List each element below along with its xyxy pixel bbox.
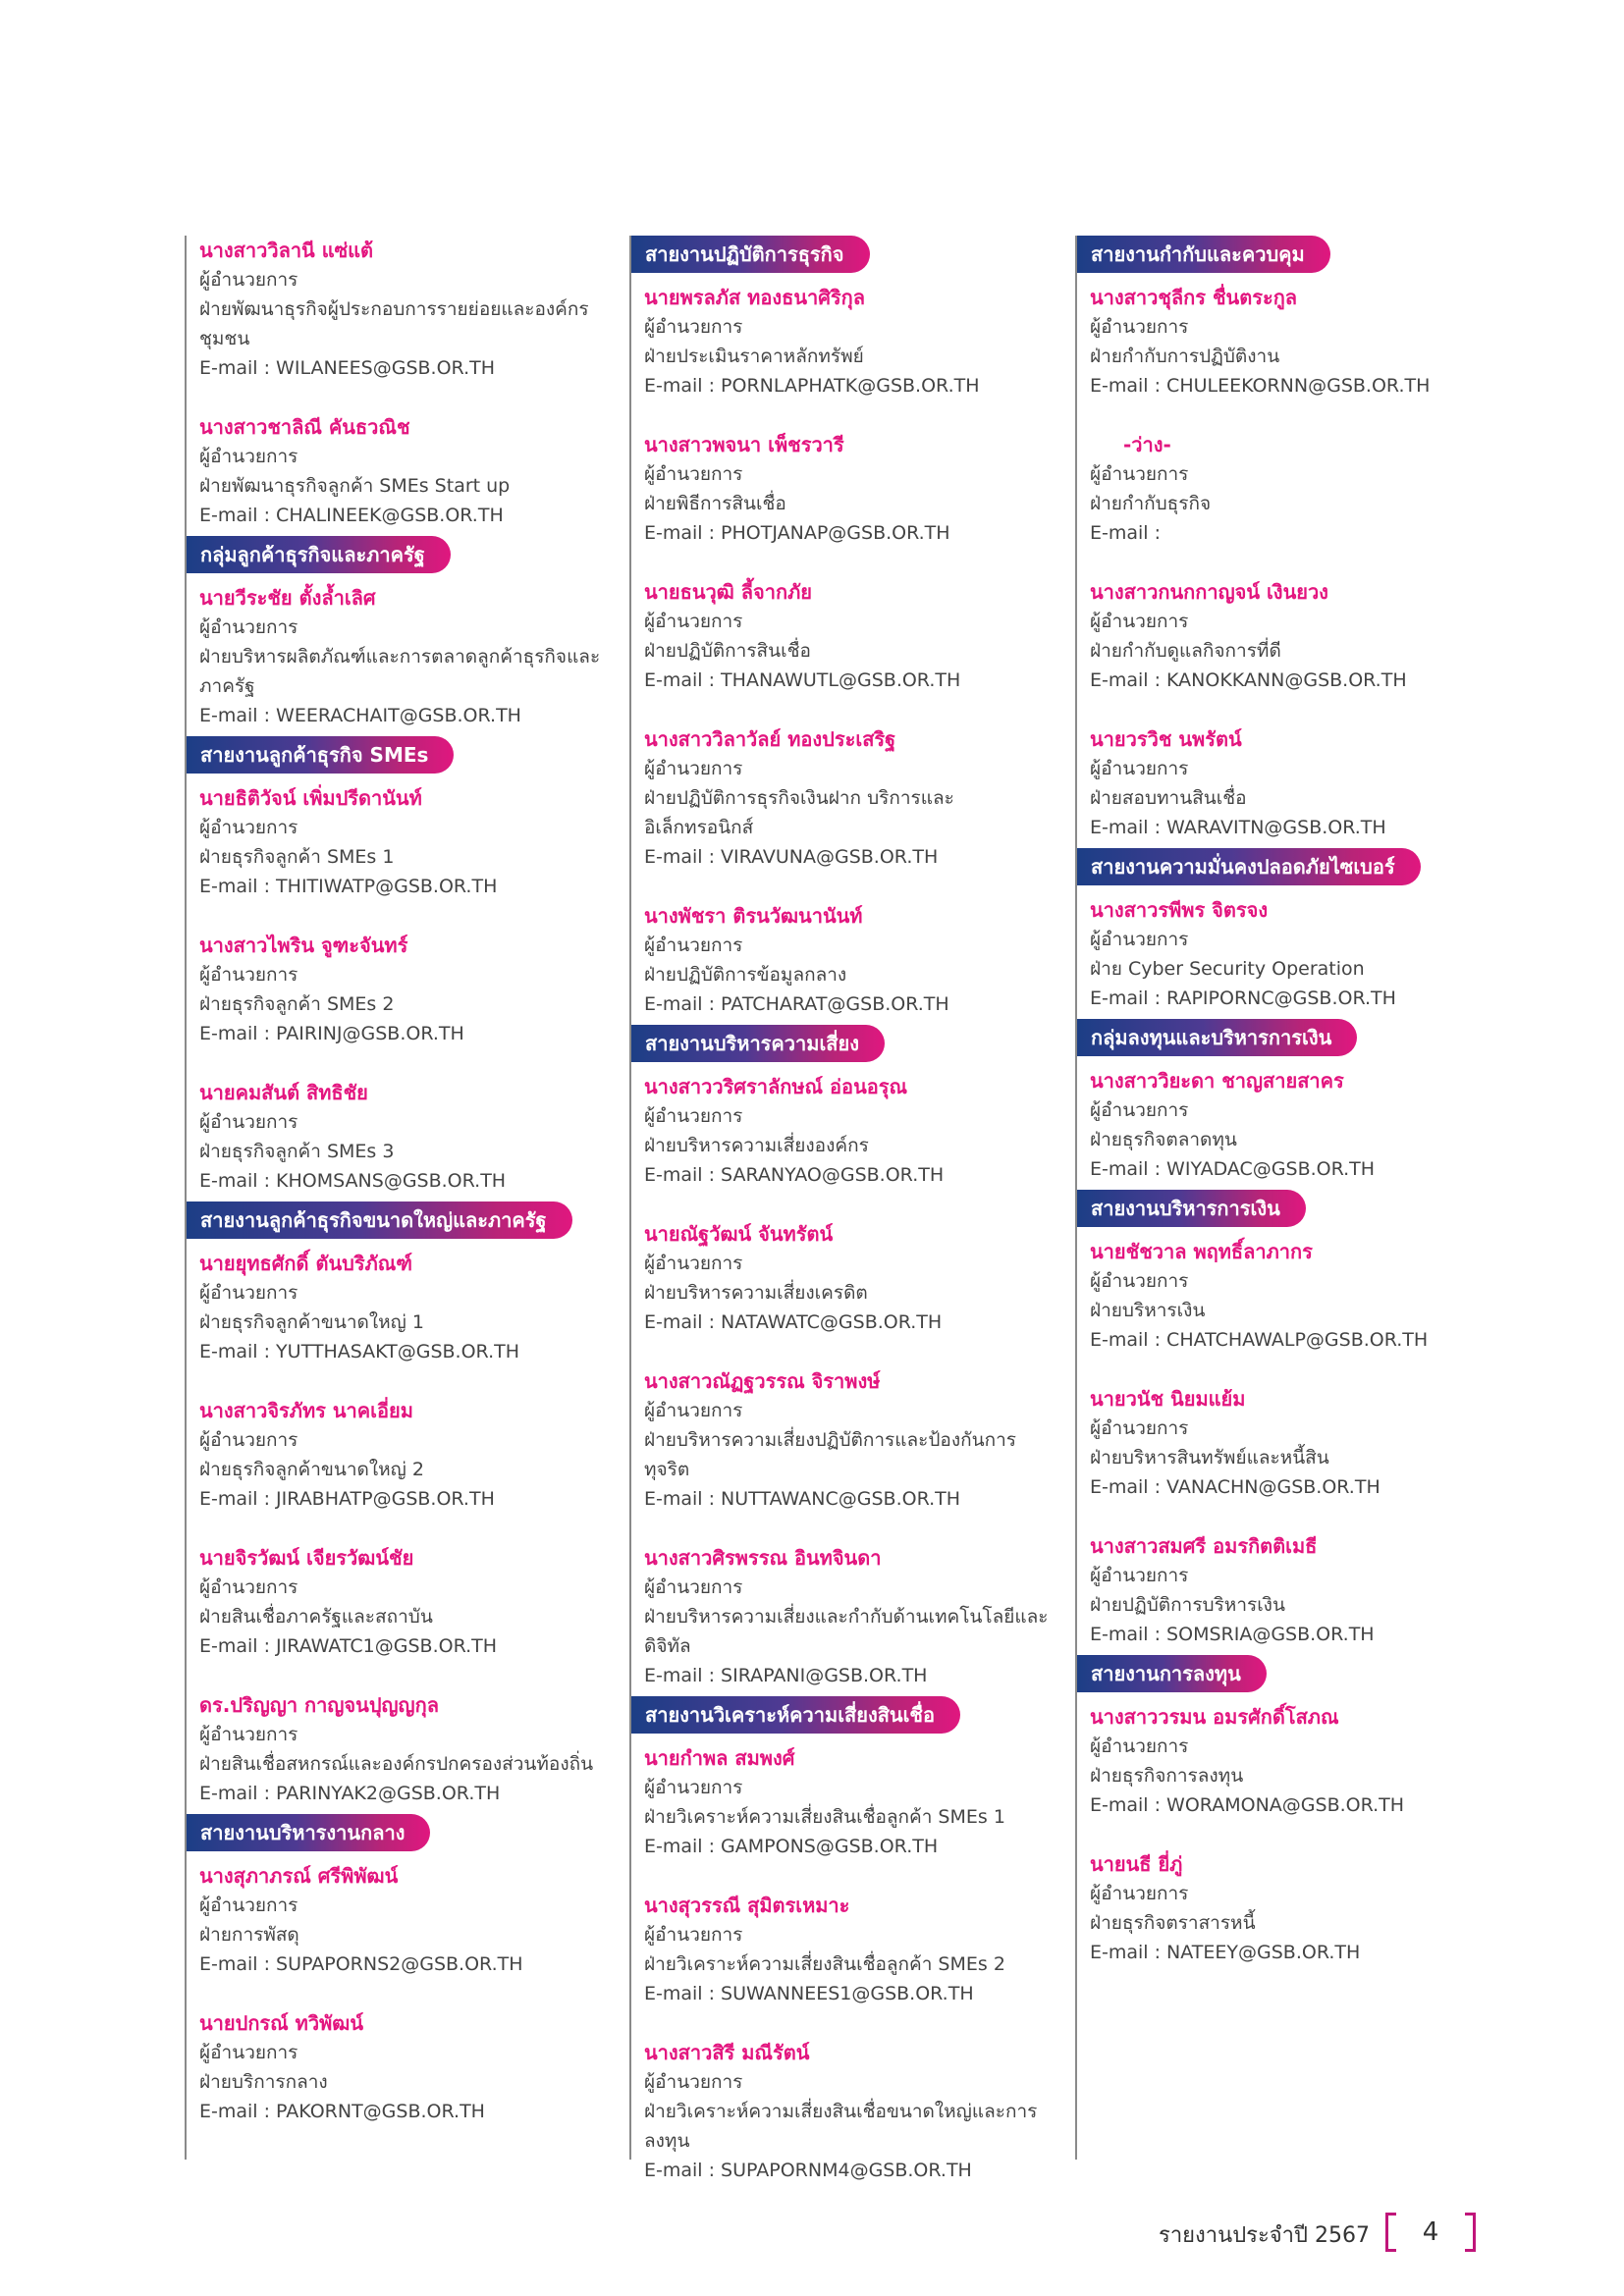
department: ฝ่าย Cyber Security Operation	[1090, 958, 1365, 980]
email-address[interactable]: E-mail : KHOMSANS@GSB.OR.TH	[199, 1170, 507, 1192]
person-name: นางสาวกนกกาญจน์ เงินยวง	[1090, 580, 1328, 604]
email-address[interactable]: E-mail : THANAWUTL@GSB.OR.TH	[644, 669, 961, 691]
job-title: ผู้อำนวยการ	[644, 1400, 743, 1421]
person-name: -ว่าง-	[1123, 433, 1171, 456]
directory-entry	[644, 724, 1061, 872]
directory-entry	[199, 931, 617, 1048]
job-title: ผู้อำนวยการ	[1090, 1735, 1189, 1757]
directory-entry	[644, 283, 1061, 400]
email-address[interactable]: E-mail : NATEEY@GSB.OR.TH	[1090, 1942, 1361, 1963]
section-header: สายงานลูกค้าธุรกิจ SMEs	[187, 736, 454, 774]
email-address[interactable]: E-mail : PHOTJANAP@GSB.OR.TH	[644, 522, 950, 544]
directory-entry	[644, 1891, 1061, 2008]
email-address[interactable]: E-mail : SUPAPORNM4@GSB.OR.TH	[644, 2160, 972, 2181]
email-address[interactable]: E-mail : WORAMONA@GSB.OR.TH	[1090, 1794, 1405, 1816]
person-name: นายวนัช นิยมแย้ม	[1090, 1387, 1246, 1411]
directory-entry	[1090, 1849, 1507, 1967]
department: ฝ่ายบริหารความเสี่ยงองค์กร	[644, 1135, 869, 1156]
department: ฝ่ายธุรกิจตราสารหนี้	[1090, 1912, 1256, 1934]
section-header: สายงานความมั่นคงปลอดภัยไซเบอร์	[1077, 848, 1421, 885]
job-title: ผู้อำนวยการ	[1090, 929, 1189, 950]
job-title: ผู้อำนวยการ	[644, 1777, 743, 1798]
person-name: นางสาววิลาวัลย์ ทองประเสริฐ	[644, 727, 896, 751]
directory-entry	[1090, 1702, 1507, 1820]
person-name: นายคมสันต์ สิทธิชัย	[199, 1081, 368, 1104]
directory-entry	[644, 1743, 1061, 1861]
job-title: ผู้อำนวยการ	[1090, 1417, 1189, 1439]
directory-entry	[1090, 895, 1507, 1013]
directory-entry	[199, 783, 617, 901]
department: ฝ่ายธุรกิจลูกค้า SMEs 2	[199, 993, 395, 1015]
section-header: สายงานลูกค้าธุรกิจขนาดใหญ่และภาครัฐ	[187, 1201, 572, 1239]
email-address[interactable]: E-mail : CHALINEEK@GSB.OR.TH	[199, 505, 504, 526]
department: ฝ่ายปฏิบัติการธุรกิจเงินฝาก บริการและอิเล็กทรอนิกส์	[644, 787, 954, 838]
email-address[interactable]: E-mail : WILANEES@GSB.OR.TH	[199, 357, 496, 379]
person-name: นายจิรวัฒน์ เจียรวัฒน์ชัย	[199, 1546, 414, 1570]
job-title: ผู้อำนวยการ	[199, 1576, 298, 1598]
directory-entry	[1090, 430, 1507, 548]
person-name: นางสาวสิรี มณีรัตน์	[644, 2041, 810, 2064]
email-address[interactable]: E-mail : SIRAPANI@GSB.OR.TH	[644, 1665, 928, 1686]
job-title: ผู้อำนวยการ	[644, 1576, 743, 1598]
directory-entry	[199, 1690, 617, 1808]
department: ฝ่ายวิเคราะห์ความเสี่ยงสินเชื่อลูกค้า SMEs 2	[644, 1953, 1005, 1975]
directory-entry	[644, 1366, 1061, 1514]
directory-entry	[644, 901, 1061, 1019]
email-address[interactable]: E-mail : PAKORNT@GSB.OR.TH	[199, 2101, 485, 2122]
directory-column-2	[629, 236, 1061, 2181]
job-title: ผู้อำนวยการ	[644, 1924, 743, 1946]
job-title: ผู้อำนวยการ	[644, 2071, 743, 2093]
job-title: ผู้อำนวยการ	[199, 964, 298, 986]
directory-entry	[1090, 283, 1507, 400]
directory-entry	[644, 1072, 1061, 1190]
directory-entry	[199, 1078, 617, 1196]
job-title: ผู้อำนวยการ	[1090, 1099, 1189, 1121]
section-header: สายงานปฏิบัติการธุรกิจ	[631, 236, 870, 273]
person-name: นางสาววิยะดา ชาญสายสาคร	[1090, 1069, 1344, 1093]
directory-column-3	[1075, 236, 1507, 2160]
email-address[interactable]: E-mail : VIRAVUNA@GSB.OR.TH	[644, 846, 939, 868]
department: ฝ่ายการพัสดุ	[199, 1924, 299, 1946]
person-name: นายวีระชัย ตั้งล้ำเลิศ	[199, 586, 376, 610]
section-header: สายงานวิเคราะห์ความเสี่ยงสินเชื่อ	[631, 1696, 960, 1734]
person-name: นางสาววิลานี แซ่แต้	[199, 239, 374, 262]
section-header: สายงานกำกับและควบคุม	[1077, 236, 1330, 273]
directory-entry	[1090, 1066, 1507, 1184]
directory-entry	[1090, 724, 1507, 842]
job-title: ผู้อำนวยการ	[199, 2042, 298, 2063]
section-header: สายงานการลงทุน	[1077, 1655, 1267, 1692]
department: ฝ่ายธุรกิจลูกค้า SMEs 1	[199, 846, 395, 868]
job-title: ผู้อำนวยการ	[1090, 316, 1189, 338]
email-address[interactable]: E-mail : THITIWATP@GSB.OR.TH	[199, 876, 498, 897]
directory-entry	[199, 1543, 617, 1661]
person-name: นางสาวจิรภัทร นาคเอี่ยม	[199, 1399, 413, 1422]
email-address[interactable]: E-mail : WEERACHAIT@GSB.OR.TH	[199, 705, 521, 726]
person-name: นางสุภาภรณ์ ศรีพิพัฒน์	[199, 1864, 399, 1888]
email-address[interactable]: E-mail : CHATCHAWALP@GSB.OR.TH	[1090, 1329, 1429, 1351]
department: ฝ่ายปฏิบัติการข้อมูลกลาง	[644, 964, 847, 986]
job-title: ผู้อำนวยการ	[199, 1895, 298, 1916]
person-name: นางสาวณัฏฐวรรณ จิราพงษ์	[644, 1369, 881, 1393]
email-address[interactable]: E-mail : WARAVITN@GSB.OR.TH	[1090, 817, 1386, 838]
job-title: ผู้อำนวยการ	[1090, 463, 1189, 485]
person-name: นายวรวิช นพรัตน์	[1090, 727, 1242, 751]
department: ฝ่ายธุรกิจการลงทุน	[1090, 1765, 1244, 1787]
person-name: นางสาวพจนา เพ็ชรวารี	[644, 433, 844, 456]
department: ฝ่ายธุรกิจลูกค้าขนาดใหญ่ 2	[199, 1459, 425, 1480]
job-title: ผู้อำนวยการ	[644, 316, 743, 338]
job-title: ผู้อำนวยการ	[199, 616, 298, 638]
department: ฝ่ายบริหารความเสี่ยงเครดิต	[644, 1282, 868, 1304]
person-name: นางสาวชุลีกร ชื่นตระกูล	[1090, 286, 1298, 309]
department: ฝ่ายสินเชื่อสหกรณ์และองค์กรปกครองส่วนท้องถิ่น	[199, 1753, 594, 1775]
department: ฝ่ายปฏิบัติการบริหารเงิน	[1090, 1594, 1285, 1616]
directory-entry	[1090, 1531, 1507, 1649]
directory-entry	[199, 2008, 617, 2126]
directory-entry	[644, 430, 1061, 548]
section-header: กลุ่มลงทุนและบริหารการเงิน	[1077, 1019, 1357, 1056]
job-title: ผู้อำนวยการ	[644, 1253, 743, 1274]
directory-entry	[644, 2038, 1061, 2185]
page-number: 4	[1422, 2217, 1439, 2247]
person-name: นางสาวศิรพรรณ อินทจินดา	[644, 1546, 882, 1570]
directory-entry	[1090, 1237, 1507, 1355]
job-title: ผู้อำนวยการ	[1090, 1270, 1189, 1292]
email-address[interactable]: E-mail : KANOKKANN@GSB.OR.TH	[1090, 669, 1407, 691]
email-address[interactable]: E-mail : JIRAWATC1@GSB.OR.TH	[199, 1635, 498, 1657]
section-header: สายงานบริหารงานกลาง	[187, 1814, 430, 1851]
directory-entry	[199, 1861, 617, 1979]
job-title: ผู้อำนวยการ	[199, 446, 298, 467]
person-name: ดร.ปริญญา กาญจนปุญญกุล	[199, 1693, 439, 1717]
directory-entry	[644, 1219, 1061, 1337]
job-title: ผู้อำนวยการ	[1090, 758, 1189, 779]
email-address[interactable]: E-mail : GAMPONS@GSB.OR.TH	[644, 1836, 939, 1857]
department: ฝ่ายพิธีการสินเชื่อ	[644, 493, 786, 514]
person-name: นางสุวรรณี สุมิตรเหมาะ	[644, 1894, 850, 1917]
email-address[interactable]: E-mail : NUTTAWANC@GSB.OR.TH	[644, 1488, 961, 1510]
email-address[interactable]: E-mail : SUWANNEES1@GSB.OR.TH	[644, 1983, 974, 2004]
directory-entry	[199, 583, 617, 730]
email-address[interactable]: E-mail : VANACHN@GSB.OR.TH	[1090, 1476, 1380, 1498]
directory-entry	[1090, 1384, 1507, 1502]
person-name: นายธิติวัจน์ เพิ่มปรีดานันท์	[199, 786, 422, 810]
department: ฝ่ายกำกับธุรกิจ	[1090, 493, 1212, 514]
job-title: ผู้อำนวยการ	[199, 1282, 298, 1304]
department: ฝ่ายสินเชื่อภาครัฐและสถาบัน	[199, 1606, 433, 1628]
person-name: นางสาววริศราลักษณ์ อ่อนอรุณ	[644, 1075, 908, 1098]
job-title: ผู้อำนวยการ	[199, 1429, 298, 1451]
email-address[interactable]: E-mail : YUTTHASAKT@GSB.OR.TH	[199, 1341, 519, 1362]
section-header: สายงานบริหารความเสี่ยง	[631, 1025, 885, 1062]
department: ฝ่ายกำกับการปฏิบัติงาน	[1090, 346, 1280, 367]
right-bracket-icon	[1465, 2213, 1476, 2252]
department: ฝ่ายธุรกิจลูกค้า SMEs 3	[199, 1141, 395, 1162]
department: ฝ่ายประเมินราคาหลักทรัพย์	[644, 346, 864, 367]
email-address[interactable]: E-mail : SOMSRIA@GSB.OR.TH	[1090, 1624, 1375, 1645]
job-title: ผู้อำนวยการ	[1090, 1565, 1189, 1586]
job-title: ผู้อำนวยการ	[644, 611, 743, 632]
directory-entry	[644, 577, 1061, 695]
email-address[interactable]: E-mail : PAIRINJ@GSB.OR.TH	[199, 1023, 464, 1044]
person-name: นายนธี ยี่ภู่	[1090, 1852, 1183, 1876]
department: ฝ่ายธุรกิจลูกค้าขนาดใหญ่ 1	[199, 1311, 425, 1333]
person-name: นายพรลภัส ทองธนาศิริกุล	[644, 286, 866, 309]
person-name: นางสาวรพีพร จิตรจง	[1090, 898, 1269, 922]
directory-entry	[199, 1249, 617, 1366]
department: ฝ่ายบริหารเงิน	[1090, 1300, 1206, 1321]
department: ฝ่ายวิเคราะห์ความเสี่ยงสินเชื่อขนาดใหญ่และการลงทุน	[644, 2101, 1038, 2152]
email-address[interactable]: E-mail : JIRABHATP@GSB.OR.TH	[199, 1488, 495, 1510]
email-address[interactable]: E-mail : PATCHARAT@GSB.OR.TH	[644, 993, 949, 1015]
section-header: สายงานบริหารการเงิน	[1077, 1190, 1306, 1227]
department: ฝ่ายปฏิบัติการสินเชื่อ	[644, 640, 811, 662]
job-title: ผู้อำนวยการ	[199, 1111, 298, 1133]
email-address[interactable]: E-mail : CHULEEKORNN@GSB.OR.TH	[1090, 375, 1431, 397]
directory-entry	[644, 1543, 1061, 1690]
person-name: นายธนวุฒิ ลี้จากภัย	[644, 580, 812, 604]
annual-report-label: รายงานประจำปี 2567	[1159, 2223, 1370, 2248]
person-name: นายปกรณ์ ทวิพัฒน์	[199, 2011, 364, 2035]
job-title: ผู้อำนวยการ	[644, 934, 743, 956]
job-title: ผู้อำนวยการ	[644, 758, 743, 779]
email-address[interactable]: E-mail : PARINYAK2@GSB.OR.TH	[199, 1783, 501, 1804]
job-title: ผู้อำนวยการ	[644, 463, 743, 485]
department: ฝ่ายพัฒนาธุรกิจลูกค้า SMEs Start up	[199, 475, 511, 497]
email-address[interactable]: E-mail : SUPAPORNS2@GSB.OR.TH	[199, 1953, 523, 1975]
department: ฝ่ายพัฒนาธุรกิจผู้ประกอบการรายย่อยและองค์กรชุมชน	[199, 298, 589, 349]
directory-column-1	[185, 236, 617, 2160]
section-header: กลุ่มลูกค้าธุรกิจและภาครัฐ	[187, 536, 451, 573]
email-address[interactable]: E-mail : WIYADAC@GSB.OR.TH	[1090, 1158, 1376, 1180]
email-address[interactable]: E-mail : PORNLAPHATK@GSB.OR.TH	[644, 375, 980, 397]
person-name: นางสาวชาลิณี คันธวณิช	[199, 415, 410, 439]
email-address[interactable]: E-mail : RAPIPORNC@GSB.OR.TH	[1090, 988, 1396, 1009]
job-title: ผู้อำนวยการ	[199, 817, 298, 838]
job-title: ผู้อำนวยการ	[1090, 611, 1189, 632]
directory-entry	[1090, 577, 1507, 695]
person-name: นางสาวสมศรี อมรกิตติเมธี	[1090, 1534, 1318, 1558]
job-title: ผู้อำนวยการ	[199, 1724, 298, 1745]
job-title: ผู้อำนวยการ	[199, 269, 298, 291]
department: ฝ่ายบริการกลาง	[199, 2071, 328, 2093]
person-name: นายยุทธศักดิ์ ตันบริภัณฑ์	[199, 1252, 412, 1275]
email-address[interactable]: E-mail :	[1090, 522, 1162, 544]
directory-entry	[199, 1396, 617, 1514]
directory-entry	[199, 236, 617, 383]
department: ฝ่ายวิเคราะห์ความเสี่ยงสินเชื่อลูกค้า SMEs 1	[644, 1806, 1005, 1828]
department: ฝ่ายบริหารผลิตภัณฑ์และการตลาดลูกค้าธุรกิจและภาครัฐ	[199, 646, 601, 697]
page-number-box	[1385, 2213, 1476, 2256]
department: ฝ่ายกำกับดูแลกิจการที่ดี	[1090, 640, 1281, 662]
directory-entry	[199, 412, 617, 530]
email-address[interactable]: E-mail : SARANYAO@GSB.OR.TH	[644, 1164, 945, 1186]
person-name: นายณัฐวัฒน์ จันทรัตน์	[644, 1222, 834, 1246]
person-name: นายชัชวาล พฤทธิ์ลาภากร	[1090, 1240, 1313, 1263]
department: ฝ่ายธุรกิจตลาดทุน	[1090, 1129, 1237, 1150]
department: ฝ่ายบริหารความเสี่ยงปฏิบัติการและป้องกันการทุจริต	[644, 1429, 1016, 1480]
department: ฝ่ายบริหารความเสี่ยงและกำกับด้านเทคโนโลยีและดิจิทัล	[644, 1606, 1049, 1657]
email-address[interactable]: E-mail : NATAWATC@GSB.OR.TH	[644, 1311, 943, 1333]
person-name: นางสาววรมน อมรศักดิ์โสภณ	[1090, 1705, 1339, 1729]
department: ฝ่ายบริหารสินทรัพย์และหนี้สิน	[1090, 1447, 1329, 1468]
job-title: ผู้อำนวยการ	[1090, 1883, 1189, 1904]
person-name: นางสาวไพริน จูฑะจันทร์	[199, 934, 408, 957]
person-name: นางพัชรา ติรนวัฒนานันท์	[644, 904, 863, 928]
department: ฝ่ายสอบทานสินเชื่อ	[1090, 787, 1247, 809]
person-name: นายกำพล สมพงศ์	[644, 1746, 795, 1770]
job-title: ผู้อำนวยการ	[644, 1105, 743, 1127]
